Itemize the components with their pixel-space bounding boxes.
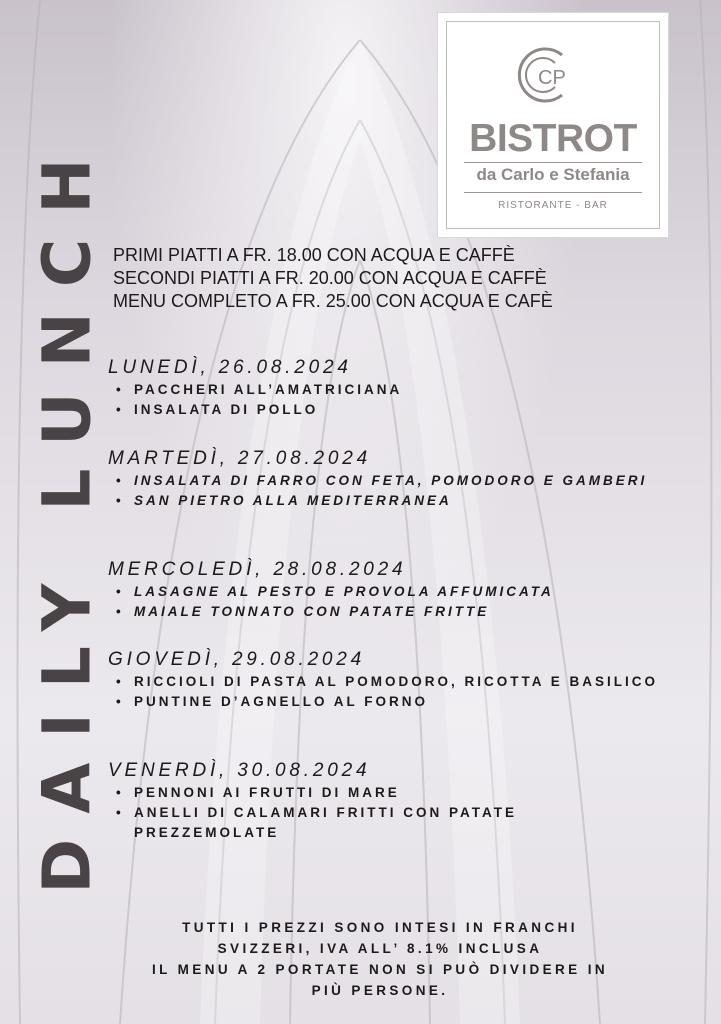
dish-item: • LASAGNE AL PESTO E PROVOLA AFFUMICATA (108, 582, 668, 602)
price-line: MENU COMPLETO A FR. 25.00 CON ACQUA E CAFÈ (113, 291, 553, 311)
day-title: VENERDÌ, 30.08.2024 (108, 760, 371, 781)
footer-line: PIÙ PERSONE. (311, 983, 449, 998)
footer-line: TUTTI I PREZZI SONO INTESI IN FRANCHI (182, 920, 578, 935)
bistrot-logo (437, 12, 669, 238)
dish-item: • MAIALE TONNATO CON PATATE FRITTE (108, 602, 668, 622)
price-line: PRIMI PIATTI A FR. 18.00 CON ACQUA E CAFFÈ (113, 245, 515, 265)
logo-divider-top (464, 162, 642, 163)
dish-item: • SAN PIETRO ALLA MEDITERRANEA (108, 491, 668, 511)
dish-item: • PENNONI AI FRUTTI DI MARE (108, 783, 668, 803)
dish-item: • RICCIOLI DI PASTA AL POMODORO, RICOTTA E BASILICO (108, 672, 668, 692)
footer-line: SVIZZERI, IVA ALL’ 8.1% INCLUSA (217, 941, 543, 956)
day-title: MARTEDÌ, 27.08.2024 (108, 448, 372, 469)
daily-lunch-text: DAILY LUNCH (28, 132, 106, 894)
dish-item: • ANELLI DI CALAMARI FRITTI CON PATATE PREZZEMOLATE (108, 803, 668, 843)
day-title: GIOVEDÌ, 29.08.2024 (108, 649, 366, 670)
day-tuesday (108, 447, 668, 511)
day-monday (108, 356, 668, 420)
day-title: LUNEDÌ, 26.08.2024 (108, 357, 352, 378)
dish-item: • INSALATA DI POLLO (108, 400, 668, 420)
day-thursday (108, 648, 668, 712)
price-line: SECONDI PIATTI A FR. 20.00 CON ACQUA E CAFFÈ (113, 268, 547, 288)
footer-line: IL MENU A 2 PORTATE NON SI PUÒ DIVIDERE IN (151, 962, 609, 977)
monogram-text: CP (538, 67, 566, 89)
dish-item: • PACCHERI ALL’AMATRICIANA (108, 380, 668, 400)
footer-note (120, 917, 640, 1001)
dish-item: • INSALATA DI FARRO CON FETA, POMODORO E GAMBERI (108, 471, 668, 491)
dish-item: • PUNTINE D’AGNELLO AL FORNO (108, 692, 668, 712)
cp-monogram (512, 43, 586, 107)
day-title: MERCOLEDÌ, 28.08.2024 (108, 559, 407, 580)
price-list (113, 244, 693, 313)
daily-lunch-vertical-title (28, 78, 106, 948)
logo-tagline: RISTORANTE - BAR (498, 200, 608, 211)
logo-name: BISTROT (469, 117, 637, 160)
day-wednesday (108, 558, 668, 622)
logo-divider-bottom (464, 192, 642, 193)
day-friday (108, 759, 668, 843)
logo-subtitle: da Carlo e Stefania (476, 165, 630, 184)
